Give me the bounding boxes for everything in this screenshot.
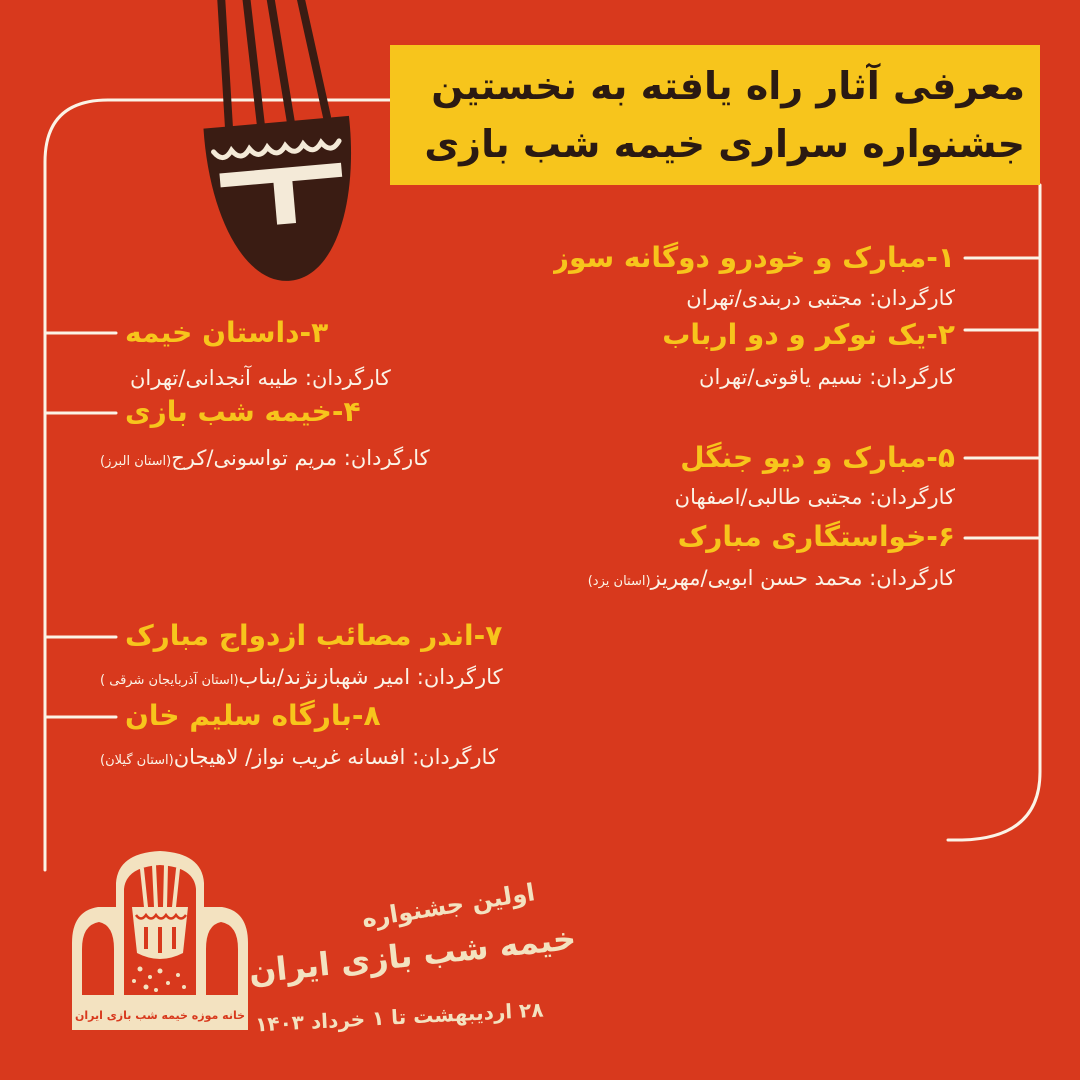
item-4-title: ۴-خیمه شب بازی	[125, 395, 361, 428]
item-2-title: ۲-یک نوکر و دو ارباب	[662, 318, 955, 351]
header-line-2: جشنواره سراری خیمه شب بازی	[424, 122, 1025, 166]
item-6-director-name: کارگردان: محمد حسن ابویی/مهریز	[650, 566, 955, 590]
item-1-title: ۱-مبارک و خودرو دوگانه سوز	[552, 241, 955, 274]
item-7-director-name: کارگردان: امیر شهبازنژند/بناب	[238, 665, 503, 689]
header-box	[390, 45, 1040, 185]
item-8-title: ۸-بارگاه سلیم خان	[125, 699, 381, 732]
emblem-caption: خانه موزه خیمه شب بازی ایران	[74, 1009, 246, 1022]
item-4-director	[100, 444, 430, 476]
festival-dates: ۲۸ اردیبهشت تا ۱ خرداد ۱۴۰۳	[254, 997, 545, 1037]
festival-subtitle: اولین جشنواره	[359, 878, 537, 934]
item-2-director: کارگردان: نسیم یاقوتی/تهران	[699, 365, 955, 389]
item-4-province: (استان البرز)	[100, 454, 172, 469]
item-7-province: (استان آذربایجان شرقی )	[100, 673, 239, 688]
festival-title: خیمه شب بازی ایران	[246, 918, 578, 992]
puppet-illustration	[203, 0, 362, 287]
frame-line-right	[948, 185, 1040, 840]
item-8-director	[100, 743, 498, 775]
item-4-director-name: کارگردان: مریم تواسونی/کرج	[171, 446, 430, 470]
item-8-director-name: کارگردان: افسانه غریب نواز/ لاهیجان	[173, 745, 498, 769]
item-7-director	[100, 663, 503, 695]
item-6-province: (استان یزد)	[587, 574, 651, 589]
item-3-title: ۳-داستان خیمه	[125, 316, 329, 349]
item-1-director: کارگردان: مجتبی دربندی/تهران	[686, 286, 955, 310]
puppet-head	[203, 116, 362, 287]
item-6-title: ۶-خواستگاری مبارک	[677, 520, 955, 553]
item-7-title: ۷-اندر مصائب ازدواج مبارک	[125, 619, 503, 652]
item-8-province: (استان گیلان)	[100, 753, 174, 768]
header-line-1: معرفی آثار راه یافته به نخستین	[431, 64, 1025, 108]
item-6-director	[588, 564, 955, 596]
item-5-title: ۵-مبارک و دیو جنگل	[680, 441, 955, 474]
item-5-director: کارگردان: مجتبی طالبی/اصفهان	[674, 485, 955, 509]
item-3-director: کارگردان: طیبه آنجدانی/تهران	[130, 366, 391, 390]
puppet-sticks	[221, 0, 327, 128]
museum-emblem-logo	[72, 851, 248, 1030]
